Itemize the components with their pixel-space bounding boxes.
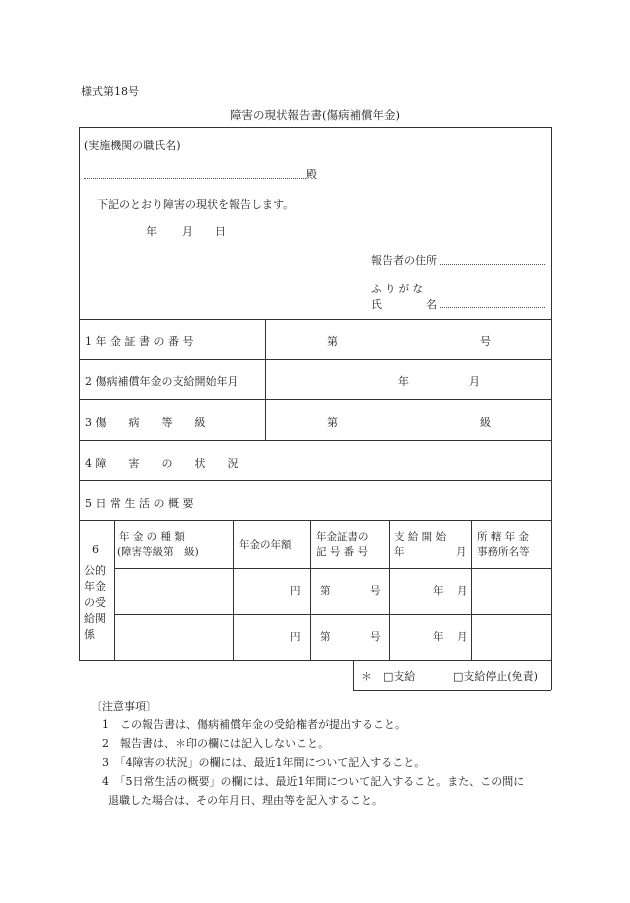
note-2: 2 報告書は、＊印の欄には記入しないこと。: [102, 737, 329, 750]
row1-year: 年: [433, 585, 444, 597]
section6-number: 6: [92, 543, 99, 556]
section6-label-2: 年金: [84, 580, 106, 593]
header-start-year: 年: [394, 546, 405, 558]
row5-label: 5 日 常 生 活 の 概 要: [85, 497, 194, 510]
addressee-label: (実施機関の職氏名): [84, 139, 181, 152]
section6-label-1: 公的: [84, 564, 106, 577]
section6-label-3: の受: [84, 596, 106, 609]
reporter-name-label: 氏 名: [371, 298, 437, 311]
reporter-address-line[interactable]: [440, 264, 545, 265]
date-year: 年: [146, 225, 157, 238]
row1-prefix: 第: [327, 335, 338, 348]
note-4: 4 「5日常生活の概要」の欄には、最近1年間について記入すること。また、この間に: [102, 775, 525, 788]
note-3: 3 「4障害の状況」の欄には、最近1年間について記入すること。: [102, 756, 426, 769]
form-number: 様式第18号: [81, 85, 139, 98]
note-1: 1 この報告書は、傷病補償年金の受給権者が提出すること。: [102, 718, 406, 731]
header-type-line2: (障害等級第 級): [117, 546, 199, 558]
row1-label: 1 年 金 証 書 の 番 号: [85, 335, 194, 348]
addressee-line[interactable]: [84, 178, 306, 179]
row1-dai: 第: [320, 585, 331, 597]
note-4-continued: 退職した場合は、その年月日、理由等を記入すること。: [108, 794, 383, 807]
office-use-payment-checkbox[interactable]: □支給: [383, 670, 416, 683]
header-start-month: 月: [456, 546, 467, 558]
header-cert-line2: 記 号 番 号: [316, 546, 369, 558]
reporter-address-label: 報告者の住所: [371, 254, 437, 267]
row2-yen: 円: [290, 631, 301, 643]
notes-heading: 〔注意事項〕: [91, 700, 157, 713]
row2-month: 月: [469, 375, 480, 388]
reporter-furigana-label: ふ り が な: [371, 283, 424, 295]
reporter-name-line[interactable]: [440, 307, 545, 308]
intro-text: 下記のとおり障害の現状を報告します。: [97, 198, 295, 211]
date-month: 月: [182, 225, 193, 238]
row3-suffix: 級: [480, 416, 491, 429]
row2-go: 号: [370, 631, 381, 643]
row3-label: 3 傷 病 等 級: [85, 416, 206, 429]
row1-suffix: 号: [480, 335, 491, 348]
date-day: 日: [215, 225, 226, 238]
header-cert-line1: 年金証書の: [316, 531, 369, 543]
header-office-line1: 所 轄 年 金: [477, 531, 530, 543]
row1-go: 号: [370, 585, 381, 597]
row1-yen: 円: [290, 585, 301, 597]
row2-year: 年: [398, 375, 409, 388]
header-type-line1: 年 金 の 種 類: [119, 531, 185, 543]
section6-label-4: 給関: [84, 612, 106, 625]
row4-label: 4 障 害 の 状 況: [85, 457, 239, 470]
office-use-suspension-checkbox[interactable]: □支給停止(免責): [453, 670, 538, 683]
header-office-line2: 事務所名等: [477, 546, 530, 558]
header-start-line1: 支 給 開 始: [394, 531, 447, 543]
row2-year: 年: [433, 631, 444, 643]
row1-month: 月: [457, 585, 468, 597]
page-title: 障害の現状報告書(傷病補償年金): [230, 108, 400, 122]
section6-label-5: 係: [84, 628, 95, 641]
header-amount: 年金の年額: [239, 539, 292, 551]
addressee-honorific: 殿: [306, 168, 317, 181]
row2-month: 月: [457, 631, 468, 643]
row2-label: 2 傷病補償年金の支給開始年月: [85, 375, 239, 388]
office-use-mark: ＊: [361, 670, 372, 683]
row3-prefix: 第: [327, 416, 338, 429]
row2-dai: 第: [320, 631, 331, 643]
